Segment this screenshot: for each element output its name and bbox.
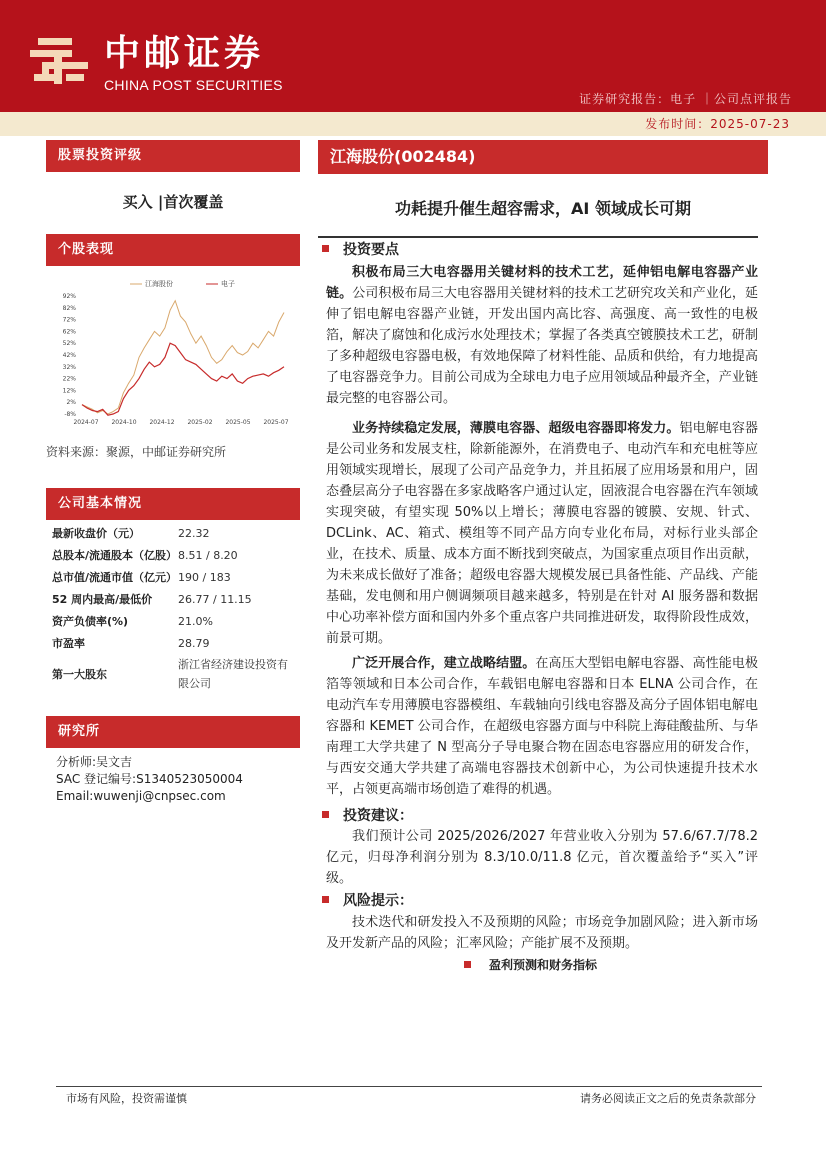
paragraph-risk: 技术迭代和研发投入不及预期的风险；市场竞争加剧风险；进入新市场及开发新产品的风险；汇率风险；产能扩展不及预期。: [326, 915, 758, 951]
x-tick-label: 2025-05: [225, 419, 251, 426]
basic-info-table: [52, 522, 296, 694]
y-tick-label: 42%: [62, 352, 76, 359]
section-highlights: [322, 240, 399, 260]
report-type: 证券研究报告：电子 ｜公司点评报告: [579, 92, 792, 106]
info-label: 第一大股东: [52, 668, 107, 681]
section-advice: [322, 806, 413, 826]
analyst-email[interactable]: Email:wuwenji@cnpsec.com: [56, 789, 226, 803]
y-tick-label: 32%: [62, 363, 76, 371]
bullet-square-icon: [322, 811, 329, 818]
section-title: 风险提示：: [343, 893, 413, 909]
table-row: [52, 654, 296, 694]
table-row: [52, 522, 296, 544]
info-label: 总市值/流通市值（亿元）: [52, 571, 178, 584]
footer-risk-note: 市场有风险，投资需谨慎: [66, 1092, 187, 1105]
info-label: 总股本/流通股本（亿股）: [52, 549, 178, 562]
brand-name-en: CHINA POST SECURITIES: [104, 77, 283, 93]
info-label: 52 周内最高/最低价: [52, 593, 153, 606]
caption-text: 盈利预测和财务指标: [489, 958, 598, 972]
series-line-1: [82, 301, 284, 414]
info-value: 8.51 / 8.20: [178, 548, 238, 562]
analyst-block: [56, 754, 243, 805]
section-risk: [322, 891, 413, 911]
publish-date: 发布时间：2025-07-23: [645, 117, 790, 131]
performance-heading: 个股表现: [46, 234, 300, 266]
info-value: 28.79: [178, 636, 210, 650]
y-tick-label: 92%: [62, 293, 76, 300]
stock-performance-chart: [56, 274, 290, 434]
chart-source: 资料来源：聚源，中邮证券研究所: [46, 445, 227, 459]
analyst-name: 分析师:吴文吉: [56, 755, 133, 769]
report-title: 功耗提升催生超容需求，AI 领域成长可期: [395, 199, 691, 218]
y-tick-label: 72%: [62, 316, 76, 324]
brand-name-cn: 中邮证券: [104, 33, 265, 74]
rating-heading: 股票投资评级: [46, 140, 300, 172]
info-value: 190 / 183: [178, 570, 231, 584]
y-tick-label: 22%: [62, 375, 76, 383]
series-line-2: [82, 343, 284, 415]
paragraph-advice: 我们预计公司 2025/2026/2027 年营业收入分别为 57.6/67.7/78.2 亿元，归母净利润分别为 8.3/10.0/11.8 亿元，首次覆盖给予“买入”评级。: [326, 829, 758, 886]
x-tick-label: 2025-02: [187, 419, 213, 426]
info-value: 22.32: [178, 526, 210, 540]
info-label: 市盈率: [52, 637, 85, 650]
paragraph-lead: 广泛开展合作，建立战略结盟。: [352, 656, 536, 671]
x-tick-label: 2024-10: [111, 419, 137, 426]
paragraph-body: 公司积极布局三大电容器用关键材料的技术工艺研究攻关和产业化，延伸了铝电解电容器产业链，开发出国内高比容、高强度、高一致性的电极箔，解决了腐蚀和化成污水处理技术；掌握了各类真空镀膜技术工艺，研制了多种超级电容器电极，有效地保障了材料性能、品质和供给，有力地提高了电容器竞争力。目前公司成为全球电力电子应用领域品种最齐全，产业链最完整的电容器公司。: [326, 286, 758, 406]
sac-number: SAC 登记编号:S1340523050004: [56, 772, 243, 786]
info-label: 资产负债率(%): [52, 615, 129, 628]
section-title: 投资建议：: [343, 808, 413, 824]
paragraph-body: 在高压大型铝电解电容器、高性能电极箔等领域和日本公司合作，车载铝电解电容器和日本 ELNA 公司合作，在电动汽车专用薄膜电容器模组、车载轴向引线电容器及高分子固体铝电解电容器和 KEMET 公司合作，在超级电容器方面与中科院上海硅酸盐所、与华南理工大学共建了 N 型高分子导电聚合物在固态电容器应用的研发合作，与西安交通大学共建了高端电容器技术创新中心，为公司快速提升技术水平，占领更高端市场创造了难得的机遇。: [326, 656, 758, 797]
basic-info-heading: 公司基本情况: [46, 488, 300, 520]
y-tick-label: 2%: [66, 399, 76, 407]
section-title: 投资要点: [343, 242, 399, 258]
y-tick-label: 12%: [62, 387, 76, 395]
y-tick-label: -8%: [64, 411, 76, 418]
x-tick-label: 2024-12: [149, 419, 175, 426]
info-value: 26.77 / 11.15: [178, 592, 252, 606]
china-post-logo-icon: [28, 34, 90, 88]
legend-label: 电子: [221, 280, 235, 288]
research-heading: 研究所: [46, 716, 300, 748]
stock-rating: 买入 |首次覆盖: [122, 193, 224, 211]
table-row: [52, 610, 296, 632]
paragraph-body: 铝电解电容器是公司业务和发展支柱，除新能源外，在消费电子、电动汽车和充电桩等应用领域实现增长，展现了公司产品竞争力，并且拓展了应用场景和用户，固态叠层高分子电容器在多家战略客户通过认定，固液混合电容器在汽车领域实现突破，有望实现 50%以上增长；薄膜电容器的镀膜、安规、针式、DCLink、AC、箱式、模组等不同产品方向专业化布局，对标行业头部企业，在技术、质量、成本方面不断找到突破点，为国家重点项目作出贡献，为未来成长做好了准备；超级电容器大规模发展已具备性能、产品线、产能基础，发电侧和用户侧调频项目越来越多，特别是在针对 AI 服务器和数据中心功率补偿方面和国内外多个重点客户共同推进研发，取得阶段性成效，前景可期。: [326, 421, 758, 646]
footer-divider: [56, 1086, 762, 1087]
table-row: [52, 544, 296, 566]
paragraph-lead: 业务持续稳定发展，薄膜电容器、超级电容器即将发力。: [352, 421, 680, 436]
info-label: 最新收盘价（元）: [52, 527, 140, 540]
footer-disclaimer-note: 请务必阅读正文之后的免责条款部分: [580, 1092, 756, 1105]
company-name-bar: 江海股份(002484): [318, 140, 768, 174]
title-divider: [318, 236, 758, 238]
table-row: [52, 566, 296, 588]
info-value: 21.0%: [178, 614, 213, 628]
bullet-square-icon: [322, 245, 329, 252]
forecast-table-caption: [464, 957, 597, 973]
x-tick-label: 2025-07: [263, 419, 289, 426]
info-value: 浙江省经济建设投资有限公司: [178, 658, 288, 690]
paragraph-cooperation: [326, 653, 758, 800]
paragraph-business: [326, 418, 758, 649]
table-row: [52, 632, 296, 654]
legend-label: 江海股份: [145, 280, 173, 288]
y-tick-label: 82%: [62, 304, 76, 312]
paragraph-lead: 积极布局三大电容器用关键材料的技术工艺，延伸铝电解电容器产业链。: [326, 265, 758, 301]
paragraph-industry-chain: [326, 262, 758, 409]
y-tick-label: 62%: [62, 328, 76, 336]
bullet-square-icon: [464, 961, 471, 968]
bullet-square-icon: [322, 896, 329, 903]
y-tick-label: 52%: [62, 340, 76, 348]
x-tick-label: 2024-07: [73, 419, 99, 426]
table-row: [52, 588, 296, 610]
